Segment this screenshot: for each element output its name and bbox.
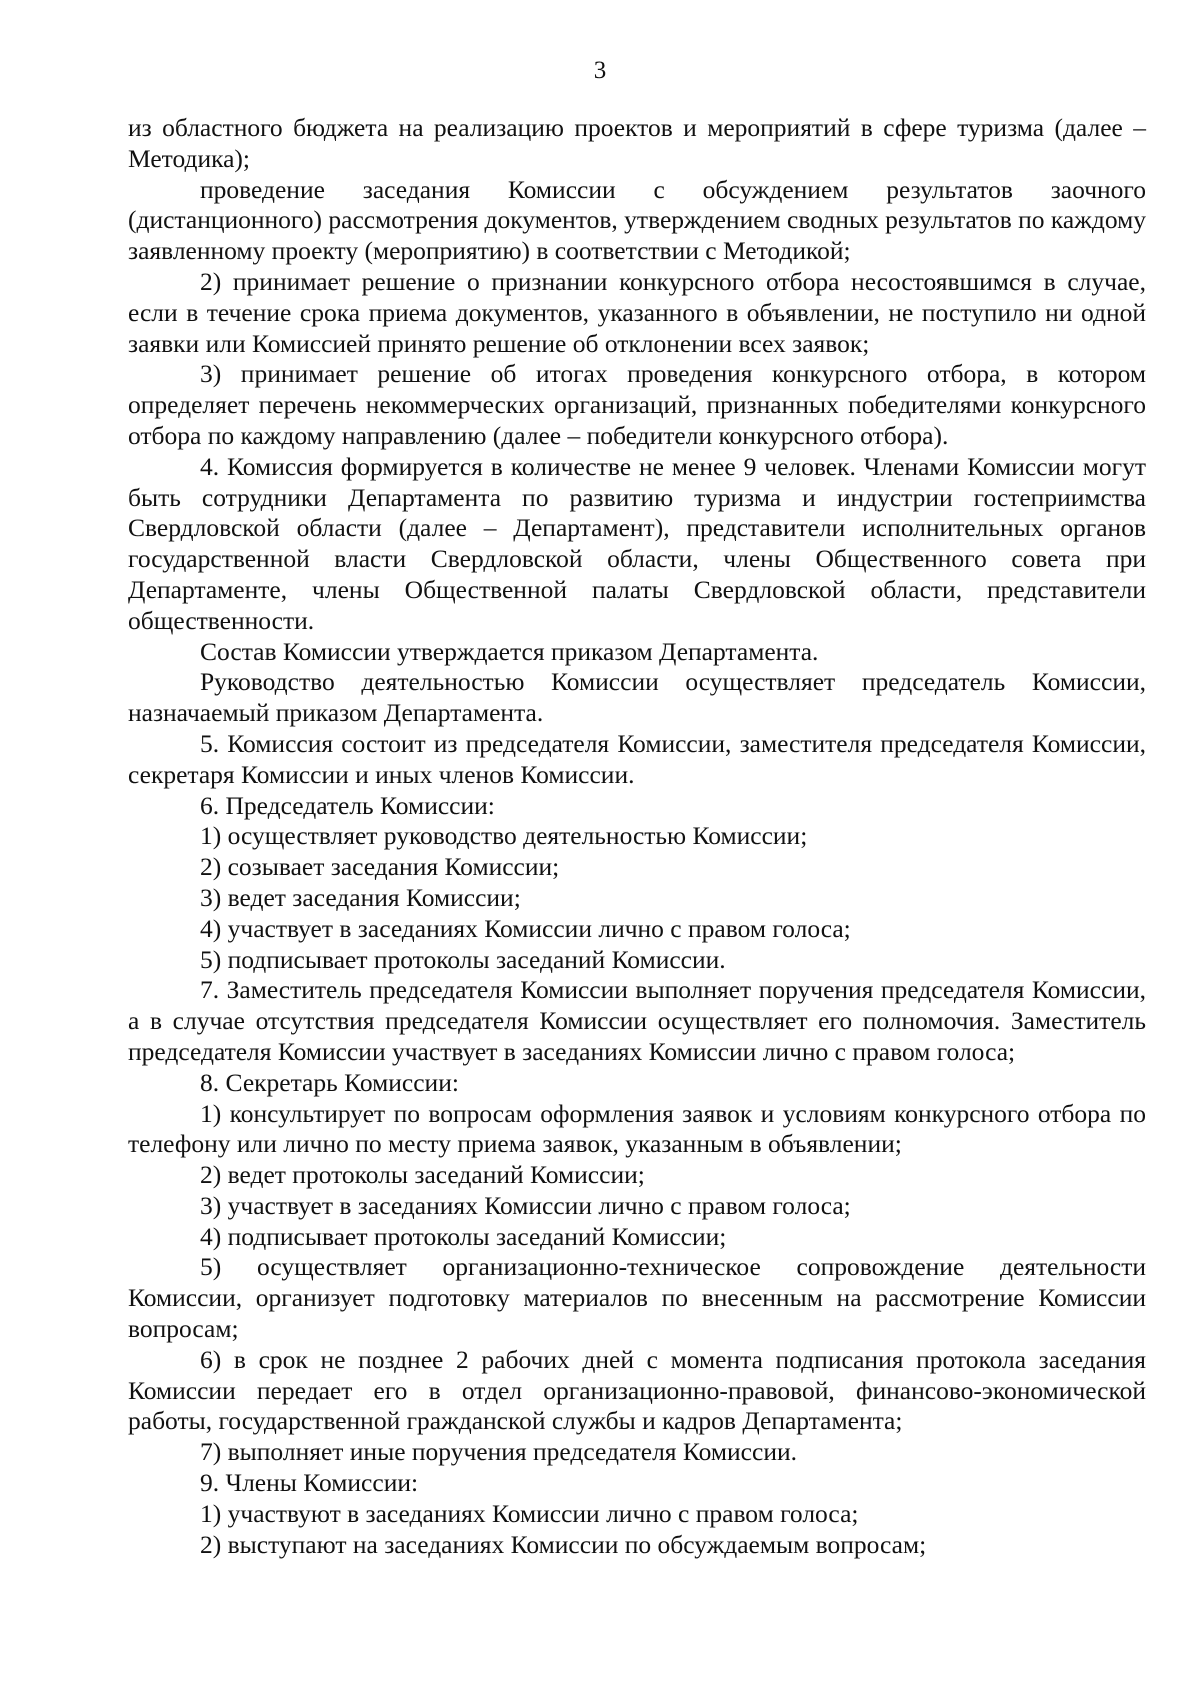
paragraph: 2) принимает решение о признании конкурсного отбора несостоявшимся в случае, если в течение срока приема документов, указанного в объявлении, не поступило ни одной заявки или Комиссией принято решение об отклонении всех заявок;: [128, 266, 1146, 358]
section-heading: 6. Председатель Комиссии:: [200, 790, 495, 820]
list-item: 2) выступают на заседаниях Комиссии по обсуждаемым вопросам;: [200, 1529, 927, 1559]
paragraph: Руководство деятельностью Комиссии осуществляет председатель Комиссии, назначаемый приказом Департамента.: [128, 667, 1146, 728]
section-heading: 9. Члены Комиссии:: [200, 1468, 419, 1498]
list-item: 3) ведет заседания Комиссии;: [200, 882, 521, 912]
document-body: [128, 113, 1146, 1560]
list-item: 4) участвует в заседаниях Комиссии лично с правом голоса;: [200, 913, 851, 943]
list-item: 7) выполняет иные поручения председателя Комиссии.: [200, 1437, 797, 1467]
list-item: 5) осуществляет организационно-техническое сопровождение деятельности Комиссии, организует подготовку материалов по внесенным на рассмотрение Комиссии вопросам;: [128, 1252, 1146, 1344]
list-item: 6) в срок не позднее 2 рабочих дней с момента подписания протокола заседания Комиссии передает его в отдел организационно-правовой, финансово-экономической работы, государственной гражданской службы и кадров Департамента;: [128, 1344, 1146, 1436]
list-item: 2) созывает заседания Комиссии;: [200, 852, 560, 882]
page-number: 3: [593, 57, 607, 84]
list-item: 3) участвует в заседаниях Комиссии лично с правом голоса;: [200, 1190, 851, 1220]
paragraph: 5. Комиссия состоит из председателя Комиссии, заместителя председателя Комиссии, секретаря Комиссии и иных членов Комиссии.: [128, 728, 1146, 789]
paragraph: из областного бюджета на реализацию проектов и мероприятий в сфере туризма (далее – Методика);: [128, 113, 1146, 173]
paragraph: Состав Комиссии утверждается приказом Департамента.: [200, 636, 819, 666]
list-item: 2) ведет протоколы заседаний Комиссии;: [200, 1160, 645, 1190]
list-item: 1) консультирует по вопросам оформления заявок и условиям конкурсного отбора по телефону или лично по месту приема заявок, указанным в объявлении;: [128, 1098, 1146, 1159]
list-item: 4) подписывает протоколы заседаний Комиссии;: [200, 1221, 727, 1251]
section-heading: 8. Секретарь Комиссии:: [200, 1067, 459, 1097]
paragraph: 7. Заместитель председателя Комиссии выполняет поручения председателя Комиссии, а в случае отсутствия председателя Комиссии осуществляет его полномочия. Заместитель председателя Комиссии участвует в заседаниях Комиссии лично с правом голоса;: [128, 975, 1146, 1066]
paragraph: 4. Комиссия формируется в количестве не менее 9 человек. Членами Комиссии могут быть сотрудники Департамента по развитию туризма и индустрии гостеприимства Свердловской области (далее – Департамент), представители исполнительных органов государственной власти Свердловской области, члены Общественного совета при Департаменте, члены Общественной палаты Свердловской области, представители общественности.: [128, 451, 1146, 635]
paragraph: 3) принимает решение об итогах проведения конкурсного отбора, в котором определяет перечень некоммерческих организаций, признанных победителями конкурсного отбора по каждому направлению (далее – победители конкурсного отбора).: [128, 359, 1146, 450]
list-item: 1) участвуют в заседаниях Комиссии лично с правом голоса;: [200, 1498, 859, 1528]
paragraph: проведение заседания Комиссии с обсуждением результатов заочного (дистанционного) рассмотрения документов, утверждением сводных результатов по каждому заявленному проекту (мероприятию) в соответствии с Методикой;: [128, 174, 1146, 266]
list-item: 5) подписывает протоколы заседаний Комиссии.: [200, 944, 726, 974]
list-item: 1) осуществляет руководство деятельностью Комиссии;: [200, 821, 808, 851]
